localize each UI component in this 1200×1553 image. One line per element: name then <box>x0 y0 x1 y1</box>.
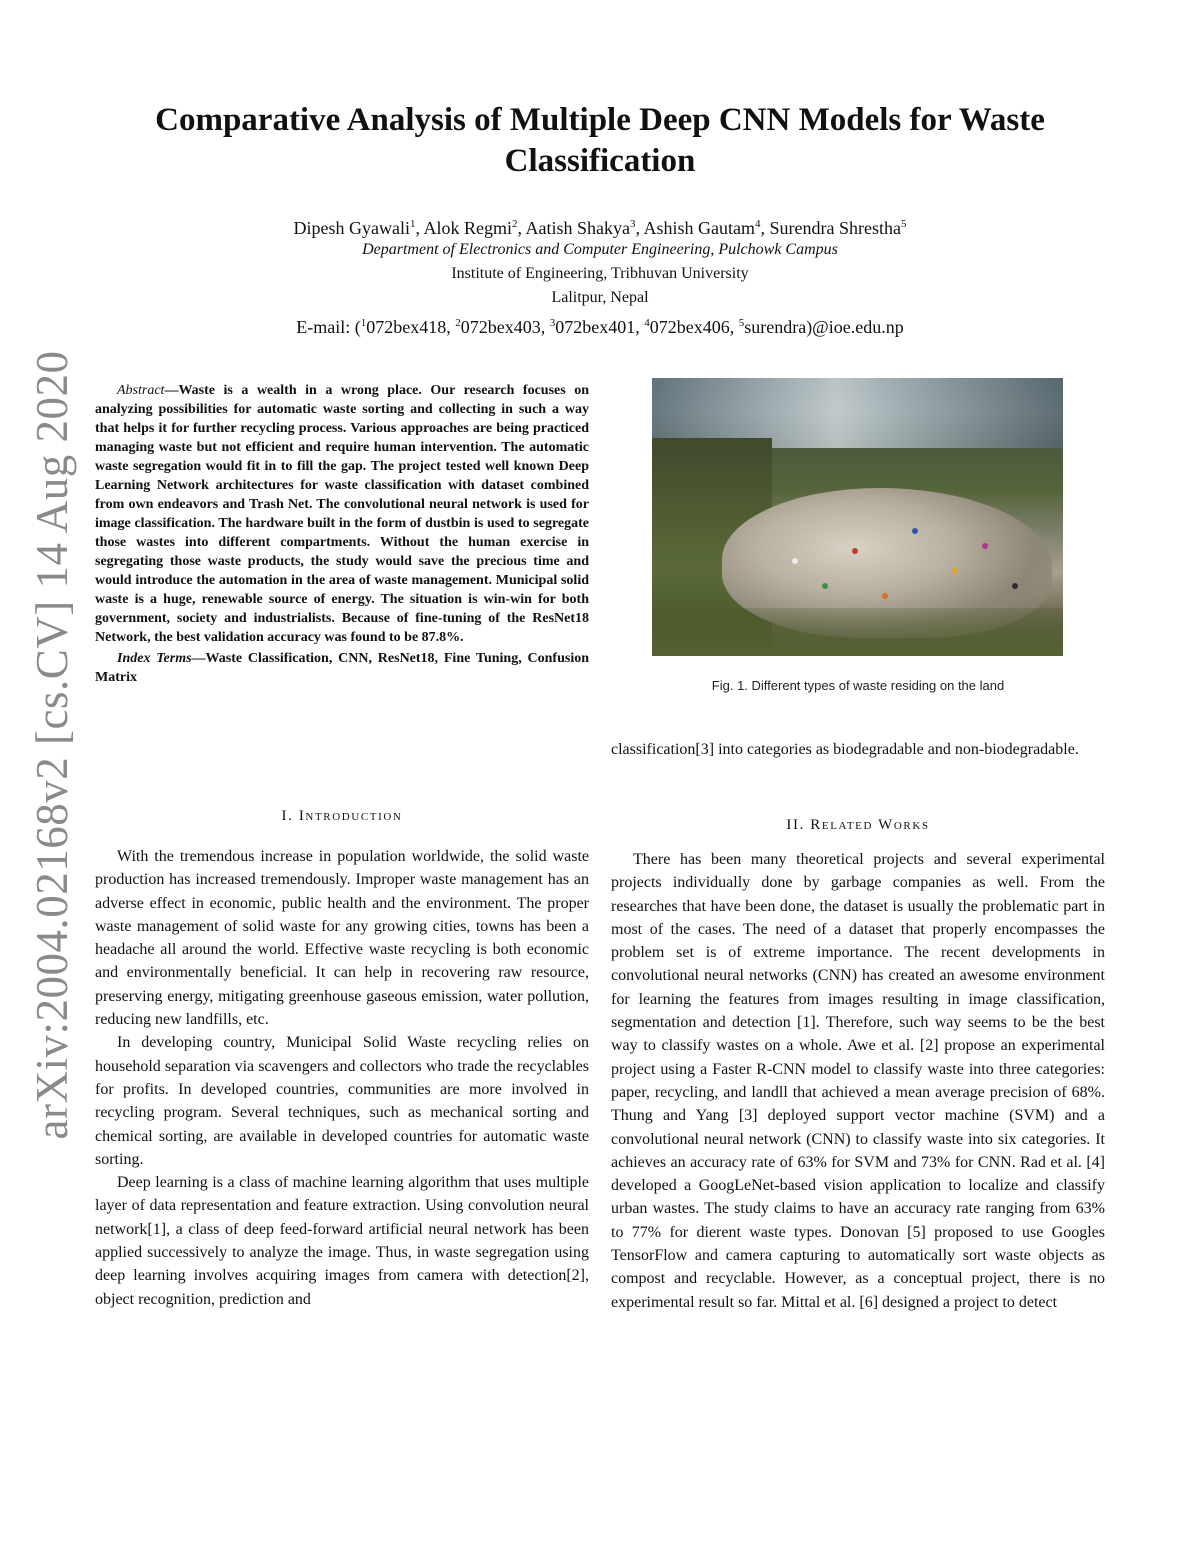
index-terms: Index Terms—Waste Classification, CNN, ResNet18, Fine Tuning, Confusion Matrix <box>95 651 589 685</box>
author-1: Dipesh Gyawali$^1$ <box>293 218 416 238</box>
foreground-grass <box>652 608 1063 656</box>
intro-paragraph-3: Deep learning is a class of machine learning algorithm that uses multiple layer of data representation and feature extraction. Using convolution neural network[1], a class of deep feed-forward artificial neural network has been applied successively to analyze the image. Thus, in waste segregation using deep learning involves acquiring images from camera with detection[2], object recognition, prediction and <box>95 1174 589 1308</box>
right-column-continuation <box>611 738 1105 761</box>
section-heading-related-works: II. Related Works <box>786 817 930 833</box>
abstract-section <box>95 381 589 687</box>
email-line: E-mail: ($^1$072bex418, $^2$072bex403, $^3$072bex401, $^4$072bex406, $^5$surendra)@ioe.edu.np <box>296 317 904 337</box>
waste-item <box>952 568 958 574</box>
affiliation-department: Department of Electronics and Computer Engineering, Pulchowk Campus <box>362 241 838 258</box>
figure-caption: Fig. 1. Different types of waste residing on the land <box>711 678 1005 693</box>
waste-item <box>822 583 828 589</box>
waste-photo-figure <box>652 378 1063 656</box>
waste-item <box>882 593 888 599</box>
author-list: Dipesh Gyawali$^1$, Alok Regmi$^2$, Aatish Shakya$^3$, Ashish Gautam$^4$, Surendra Shrestha$^5$ <box>293 218 907 238</box>
waste-item <box>1012 583 1018 589</box>
waste-item <box>912 528 918 534</box>
related-works-body <box>611 848 1105 1314</box>
introduction-body <box>95 845 589 1311</box>
intro-paragraph-2: In developing country, Municipal Solid Waste recycling relies on household separation via scavengers and collectors who trade the recyclables for profits. In developed countries, communities are more involved in recycling program. Several techniques, such as mechanical sorting and chemical sorting, are available in developed countries for automatic waste sorting. <box>95 1034 589 1168</box>
title-line-2: Classification <box>504 143 696 179</box>
waste-item <box>852 548 858 554</box>
abstract: Abstract—Waste is a wealth in a wrong place. Our research focuses on analyzing possibilities for automatic waste sorting and collecting in such a way that helps it for further recycling process. Various approaches are being practiced managing waste but not efficient and require human intervention. The automatic waste segregation would fit in to fill the gap. The project tested well known Deep Learning Network architectures for waste classification with dataset combined from own endeavors and Trash Net. The convolutional neural network is used for image classification. The hardware built in the form of dustbin is used to segregate those wastes into different compartments. Without the human exercise in segregating those waste products, the study would save the precious time and would introduce the automation in the area of waste management. Municipal solid waste is a huge, renewable source of energy. The situation is win-win for both government, society and industrialists. Because of fine-tuning of the ResNet18 Network, the best validation accuracy was found to be 87.8%. <box>95 383 589 645</box>
waste-item <box>792 558 798 564</box>
paper-title <box>100 100 1100 182</box>
author-3: Aatish Shakya$^3$ <box>525 218 636 238</box>
continuation-paragraph: classification[3] into categories as biodegradable and non-biodegradable. <box>611 741 1079 758</box>
waste-item <box>982 543 988 549</box>
intro-paragraph-1: With the tremendous increase in population worldwide, the solid waste production has increased tremendously. Improper waste management has an adverse effect in economic, public health and the environment. The proper waste management of solid waste for any growing cities, towns has been a headache all around the world. Effective waste recycling is both economic and environmentally beneficial. It can help in recovering raw resource, preserving energy, mitigating greenhouse gaseous emission, water pollution, reducing new landfills, etc. <box>95 848 589 1029</box>
section-heading-introduction: I. Introduction <box>281 808 403 824</box>
author-4: Ashish Gautam$^4$ <box>643 218 761 238</box>
author-2: Alok Regmi$^2$ <box>423 218 518 238</box>
affiliation-institute: Institute of Engineering, Tribhuvan University <box>451 265 749 282</box>
author-5: Surendra Shrestha$^5$ <box>769 218 907 238</box>
related-works-paragraph: There has been many theoretical projects and several experimental projects individually done by garbage companies as well. From the researches that have been done, the dataset is usually the problematic part in most of the cases. The need of a dataset that properly encompasses the problem set is of extreme importance. The recent developments in convolutional neural networks (CNN) has created an awesome environment for learning the features from images resulting in image classification, segmentation and detection [1]. Therefore, such way seems to be the best way to classify wastes on a whole. Awe et al. [2] propose an experimental project using a Faster R-CNN model to classify waste into three categories: paper, recycling, and landll that achieved a mean average precision of 68%. Thung and Yang [3] deployed support vector machine (SVM) and a convolutional neural network (CNN) to classify waste into six categories. It achieves an accuracy rate of 63% for SVM and 73% for CNN. Rad et al. [4] developed a GoogLeNet-based vision application to localize and classify urban wastes. The study claims to have an accuracy rate ranging from 63% to 77% for dierent waste types. Donovan [5] proposed to use Googles TensorFlow and camera capturing to automatically sort waste objects as compost and recyclable. However, as a conceptual project, there is no experimental result so far. Mittal et al. [6] designed a project to detect <box>611 851 1105 1311</box>
title-line-1: Comparative Analysis of Multiple Deep CNN Models for Waste <box>155 102 1045 138</box>
affiliation-location: Lalitpur, Nepal <box>551 289 649 306</box>
arxiv-identifier: arXiv:2004.02168v2 [cs.CV] 14 Aug 2020 <box>27 350 77 1140</box>
